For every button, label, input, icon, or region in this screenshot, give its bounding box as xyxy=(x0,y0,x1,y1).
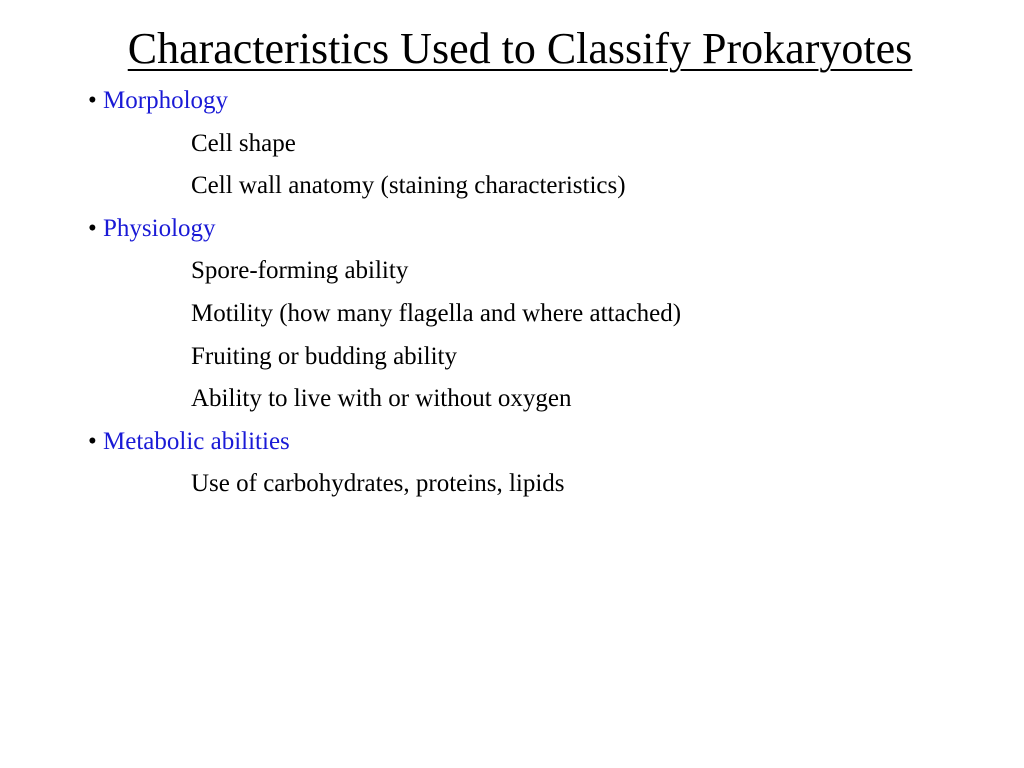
section-heading-morphology xyxy=(88,80,988,123)
section-heading-metabolic-abilities xyxy=(88,421,988,464)
bullet-icon: • xyxy=(88,427,97,455)
bullet-icon: • xyxy=(88,214,97,242)
list-item: Ability to live with or without oxygen xyxy=(191,385,572,413)
bullet-icon: • xyxy=(88,87,97,114)
section-heading-text: Physiology xyxy=(103,214,216,242)
list-item: Cell shape xyxy=(191,129,296,157)
section-heading-text: Metabolic abilities xyxy=(103,427,290,455)
list-item: Motility (how many flagella and where attached) xyxy=(191,299,682,327)
list-item: Spore-forming ability xyxy=(191,257,409,285)
list-item: Use of carbohydrates, proteins, lipids xyxy=(191,470,565,498)
list-item: Fruiting or budding ability xyxy=(191,342,457,370)
slide-content xyxy=(88,80,988,506)
slide-title: Characteristics Used to Classify Prokaryotes xyxy=(127,24,913,73)
list-item: Cell wall anatomy (staining characteristics) xyxy=(191,172,626,200)
section-heading-physiology xyxy=(88,208,988,251)
section-heading-text: Morphology xyxy=(103,87,229,114)
